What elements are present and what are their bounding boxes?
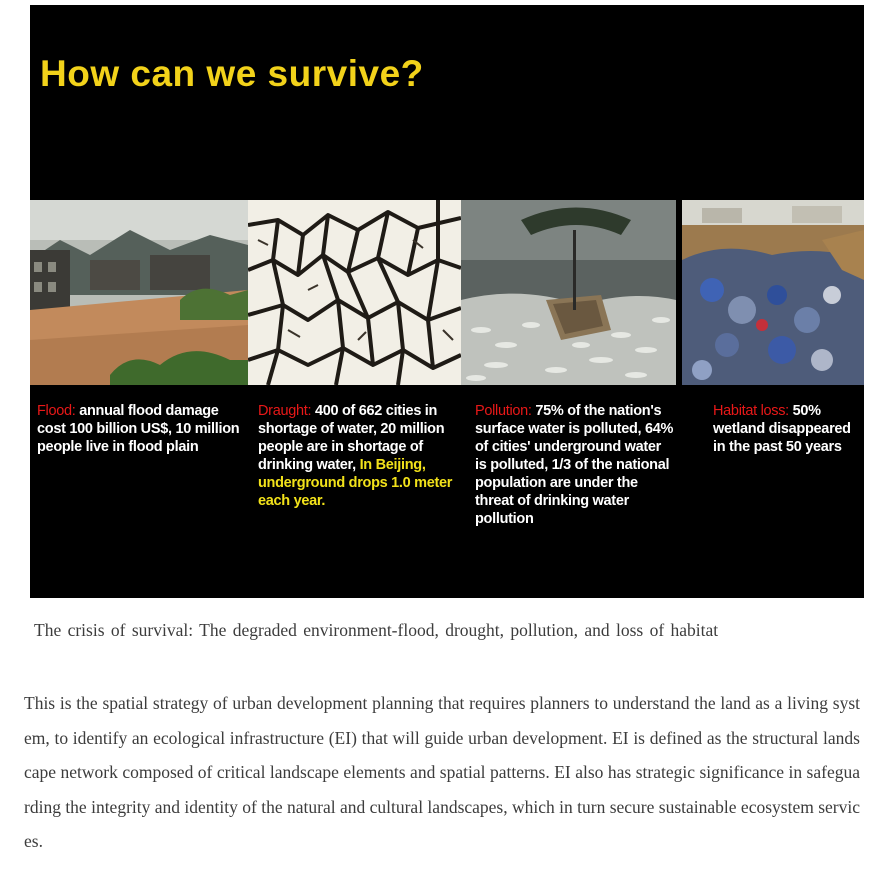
drought-text: 400 of 662 cities in shortage of water, 20 million people are in shortage of drinking water, [258, 403, 445, 473]
garbage-wetland-photo [682, 200, 864, 385]
body-paragraph: This is the spatial strategy of urban development planning that requires planners to understand the land as a living system, to identify an ecological infrastructure (EI) that will guide urban development. EI is defined as the structural landscape network composed of critical landscape elements and spatial patterns. EI also has strategic significance in safeguarding the integrity and identity of the natural and cultural landscapes, which in turn secure sustainable ecosystem services. [24, 693, 860, 851]
flood-caption [37, 402, 242, 456]
slide-title: How can we survive? [40, 53, 424, 94]
figure-caption: The crisis of survival: The degraded environment-flood, drought, pollution, and loss of habitat [34, 620, 719, 640]
flood-text: annual flood damage cost 100 billion US$, 10 million people live in flood plain [37, 403, 240, 455]
pollution-text: 75% of the nation's surface water is polluted, 64% of cities' underground water is polluted, 1/3 of the national population are under the threat of drinking water pollution [475, 403, 674, 527]
drought-cracked-earth-photo [248, 200, 461, 385]
flood-photo [30, 200, 248, 385]
habitat-text: 50% wetland disappeared in the past 50 years [713, 403, 851, 455]
drought-caption [258, 402, 463, 510]
habitat-caption [713, 402, 853, 456]
beijing-highlight: In Beijing, underground drops 1.0 meter each year. [258, 457, 453, 509]
dead-fish-pollution-photo [461, 200, 676, 385]
pollution-tag: Pollution: [475, 403, 532, 419]
pollution-caption [475, 402, 675, 528]
habitat-tag: Habitat loss: [713, 403, 789, 419]
crisis-slide-image [30, 5, 864, 598]
flood-tag: Flood: [37, 403, 76, 419]
drought-tag: Draught: [258, 403, 312, 419]
